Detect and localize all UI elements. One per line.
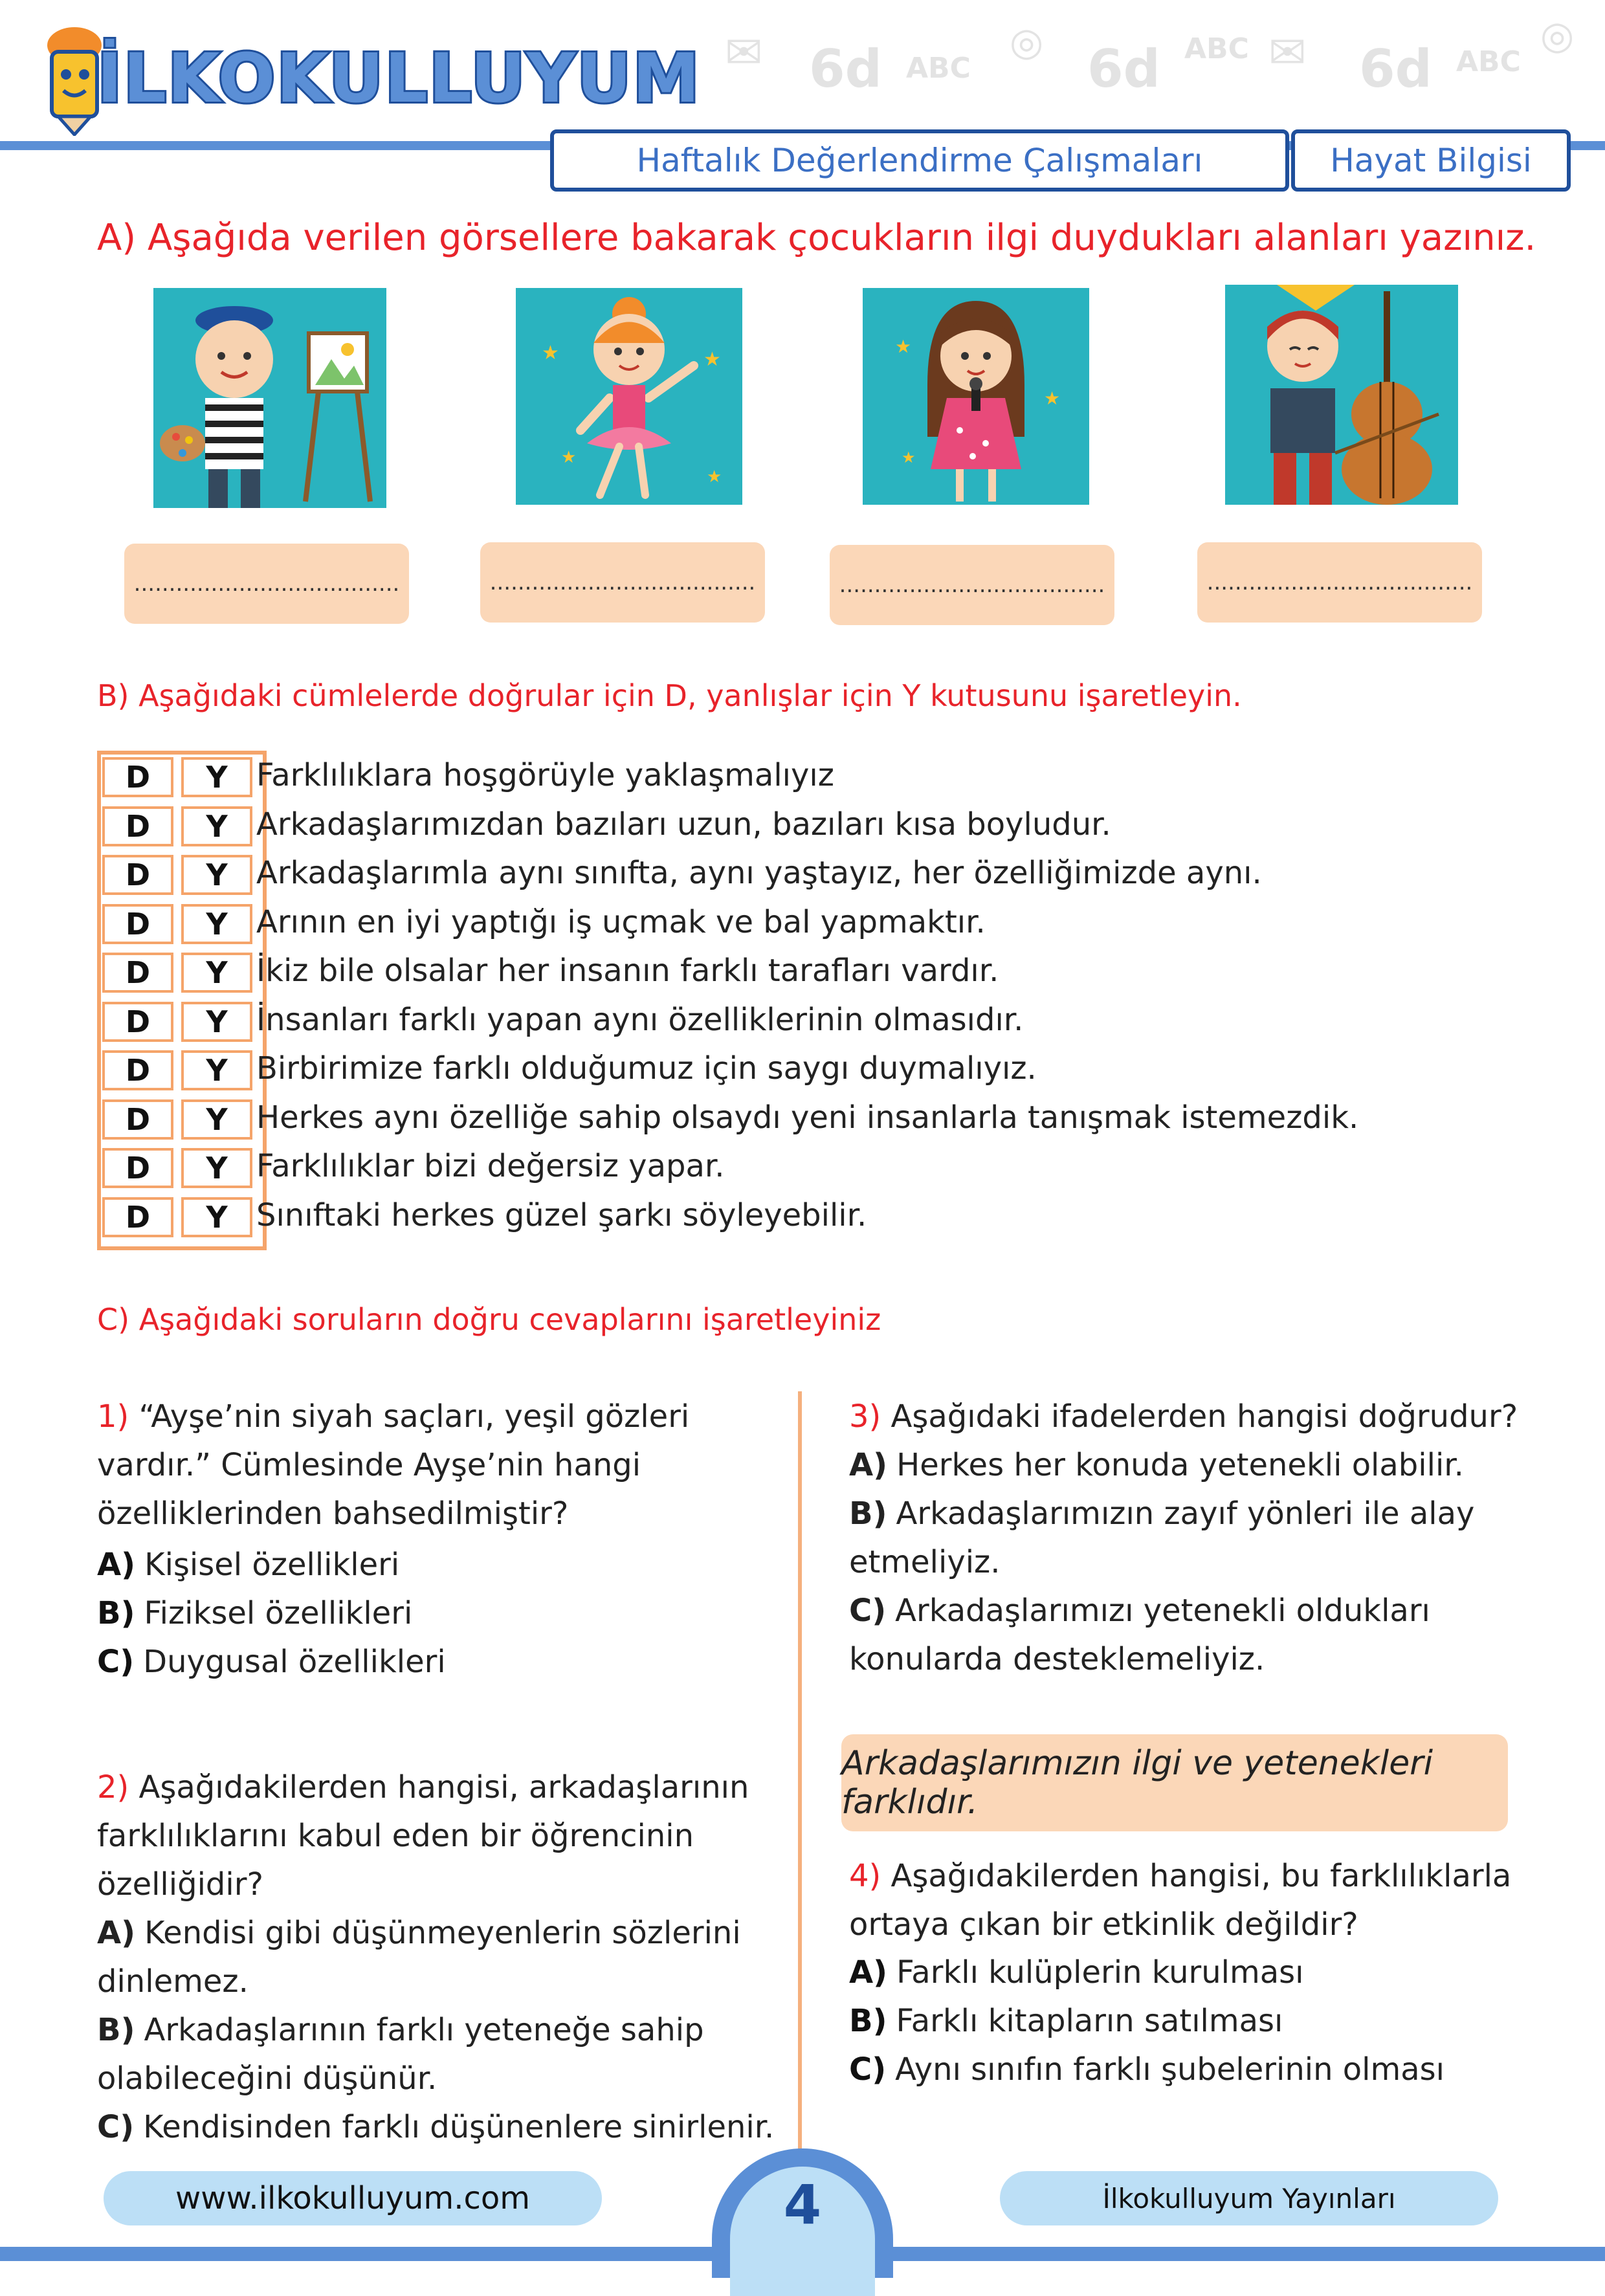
q4-option-c[interactable] bbox=[849, 2051, 1444, 2088]
svg-text:★: ★ bbox=[1044, 388, 1061, 409]
q1-option-c[interactable] bbox=[97, 1644, 446, 1680]
question-2 bbox=[97, 1763, 783, 1909]
statement-text: İnsanları farklı yapan aynı özelliklerinin olmasıdır. bbox=[256, 1001, 1024, 1038]
doodle-ball-icon: ◎ bbox=[1540, 13, 1575, 58]
page-number: 4 bbox=[783, 2173, 822, 2236]
statement-text: Farklılıklar bizi değersiz yapar. bbox=[256, 1148, 725, 1184]
q4-option-b[interactable] bbox=[849, 2003, 1283, 2039]
info-box: Arkadaşlarımızın ilgi ve yetenekleri farklıdır. bbox=[841, 1734, 1508, 1831]
option-mark: C) bbox=[97, 1644, 135, 1680]
option-text: Farklı kitapların satılması bbox=[896, 2003, 1283, 2039]
doodle-abc-icon: ABC bbox=[1184, 32, 1249, 65]
option-mark: A) bbox=[849, 1447, 888, 1483]
question-2-line-1: Aşağıdakilerden hangisi, arkadaşlarının bbox=[138, 1769, 749, 1805]
doodle-envelope-icon: ✉ bbox=[725, 26, 763, 79]
option-text: Fiziksel özellikleri bbox=[144, 1595, 413, 1631]
option-mark: B) bbox=[849, 1496, 887, 1532]
option-text-line-1: Kendisinden farklı düşünenlere sinirlenir. bbox=[143, 2109, 775, 2145]
question-4-line-2: ortaya çıkan bir etkinlik değildir? bbox=[849, 1906, 1358, 1943]
false-checkbox[interactable]: Y bbox=[181, 855, 252, 895]
question-3-line-1: Aşağıdaki ifadelerden hangisi doğrudur? bbox=[891, 1398, 1518, 1435]
option-text: Kişisel özellikleri bbox=[144, 1547, 400, 1583]
picture-cellist bbox=[1225, 285, 1458, 505]
question-3 bbox=[849, 1393, 1535, 1441]
option-text-line-2: konularda desteklemeliyiz. bbox=[849, 1641, 1265, 1677]
svg-text:★: ★ bbox=[895, 336, 912, 357]
page-number-badge bbox=[712, 2148, 893, 2278]
option-mark: C) bbox=[849, 2051, 887, 2088]
question-4 bbox=[849, 1852, 1535, 1949]
option-text-line-2: olabileceğini düşünür. bbox=[97, 2060, 437, 2097]
section-a-title: A) Aşağıda verilen görsellere bakarak çocukların ilgi duydukları alanları yazınız. bbox=[97, 217, 1536, 259]
logo-text: İLKOKULLUYUM bbox=[97, 39, 702, 118]
false-checkbox[interactable]: Y bbox=[181, 1099, 252, 1140]
statement-text: Sınıftaki herkes güzel şarkı söyleyebilir. bbox=[256, 1197, 867, 1233]
option-mark: B) bbox=[97, 2012, 135, 2048]
option-mark: C) bbox=[849, 1593, 887, 1629]
question-1-line-1: “Ayşe’nin siyah saçları, yeşil gözleri bbox=[138, 1398, 690, 1435]
cellist-boy-icon bbox=[1225, 285, 1458, 505]
option-text-line-1: Arkadaşlarımızı yetenekli oldukları bbox=[895, 1593, 1430, 1629]
q2-option-b[interactable] bbox=[97, 2006, 783, 2103]
subject-label: Hayat Bilgisi bbox=[1291, 129, 1571, 192]
option-text: Duygusal özellikleri bbox=[143, 1644, 446, 1680]
picture-singer bbox=[863, 288, 1089, 505]
doodle-abc-icon: ABC bbox=[1456, 45, 1521, 78]
section-c-title: C) Aşağıdaki soruların doğru cevaplarını işaretleyiniz bbox=[97, 1302, 881, 1337]
option-mark: B) bbox=[849, 2003, 887, 2039]
singer-girl-icon bbox=[863, 288, 1089, 505]
statement-text: Herkes aynı özelliğe sahip olsaydı yeni insanlarla tanışmak istemezdik. bbox=[256, 1099, 1359, 1136]
doodle-ball-icon: ◎ bbox=[1010, 19, 1044, 65]
question-3-number: 3) bbox=[849, 1398, 881, 1435]
option-text: Aynı sınıfın farklı şubelerinin olması bbox=[895, 2051, 1444, 2088]
question-1-line-3: özelliklerinden bahsedilmiştir? bbox=[97, 1496, 569, 1532]
true-checkbox[interactable]: D bbox=[102, 1148, 173, 1188]
picture-ballerina bbox=[516, 288, 742, 505]
answer-box-4[interactable]: ...................................... bbox=[1197, 542, 1482, 623]
false-checkbox[interactable]: Y bbox=[181, 1197, 252, 1237]
false-checkbox[interactable]: Y bbox=[181, 1148, 252, 1188]
question-1-number: 1) bbox=[97, 1398, 129, 1435]
answer-box-3[interactable]: ...................................... bbox=[830, 545, 1114, 625]
option-text-line-1: Herkes her konuda yetenekli olabilir. bbox=[896, 1447, 1464, 1483]
statement-text: Arkadaşlarımızdan bazıları uzun, bazıları kısa boyludur. bbox=[256, 806, 1111, 843]
svg-text:★: ★ bbox=[707, 467, 722, 487]
q2-option-a[interactable] bbox=[97, 1909, 783, 2006]
footer-website-link[interactable]: www.ilkokulluyum.com bbox=[104, 2171, 602, 2225]
true-checkbox[interactable]: D bbox=[102, 953, 173, 993]
statement-text: Farklılıklara hoşgörüyle yaklaşmalıyız bbox=[256, 757, 834, 793]
true-checkbox[interactable]: D bbox=[102, 757, 173, 797]
false-checkbox[interactable]: Y bbox=[181, 757, 252, 797]
option-mark: A) bbox=[849, 1954, 888, 1991]
section-b-title: B) Aşağıdaki cümlelerde doğrular için D, yanlışlar için Y kutusunu işaretleyin. bbox=[97, 678, 1242, 713]
true-checkbox[interactable]: D bbox=[102, 904, 173, 944]
option-mark: A) bbox=[97, 1547, 136, 1583]
doodle-numbers-icon: 6d bbox=[1087, 39, 1160, 99]
question-2-line-2: farklılıklarını kabul eden bir öğrencinin bbox=[97, 1818, 694, 1854]
option-text-line-2: dinlemez. bbox=[97, 1963, 249, 2000]
question-4-number: 4) bbox=[849, 1858, 881, 1894]
statement-text: Arkadaşlarımla aynı sınıfta, aynı yaştayız, her özelliğimizde aynı. bbox=[256, 855, 1262, 891]
false-checkbox[interactable]: Y bbox=[181, 904, 252, 944]
painter-boy-icon bbox=[153, 288, 386, 508]
doodle-envelope-icon: ✉ bbox=[1268, 26, 1307, 79]
question-2-number: 2) bbox=[97, 1769, 129, 1805]
q2-option-c[interactable] bbox=[97, 2103, 796, 2152]
statement-text: Birbirimize farklı olduğumuz için saygı duymalıyız. bbox=[256, 1050, 1037, 1087]
q1-option-b[interactable] bbox=[97, 1595, 412, 1631]
statement-text: İkiz bile olsalar her insanın farklı tarafları vardır. bbox=[256, 953, 999, 989]
false-checkbox[interactable]: Y bbox=[181, 953, 252, 993]
q3-option-b[interactable] bbox=[849, 1490, 1535, 1587]
option-text-line-1: Arkadaşlarının farklı yeteneğe sahip bbox=[144, 2012, 704, 2048]
false-checkbox[interactable]: Y bbox=[181, 1002, 252, 1042]
question-2-line-3: özelliğidir? bbox=[97, 1866, 263, 1903]
true-checkbox[interactable]: D bbox=[102, 1050, 173, 1090]
doodle-abc-icon: ABC bbox=[906, 52, 971, 85]
column-divider bbox=[798, 1391, 802, 2161]
series-title: Haftalık Değerlendirme Çalışmaları bbox=[550, 129, 1289, 192]
picture-painter bbox=[153, 288, 386, 508]
q1-option-a[interactable] bbox=[97, 1547, 399, 1583]
true-checkbox[interactable]: D bbox=[102, 1197, 173, 1237]
false-checkbox[interactable]: Y bbox=[181, 1050, 252, 1090]
svg-text:★: ★ bbox=[902, 448, 916, 467]
option-mark: A) bbox=[97, 1915, 136, 1951]
svg-text:★: ★ bbox=[561, 448, 577, 467]
footer-publisher: İlkokulluyum Yayınları bbox=[1000, 2171, 1498, 2225]
option-text: Farklı kulüplerin kurulması bbox=[896, 1954, 1304, 1991]
answer-box-2[interactable]: ...................................... bbox=[480, 542, 765, 623]
doodle-numbers-icon: 6d bbox=[1359, 39, 1432, 99]
q3-option-a[interactable] bbox=[849, 1441, 1535, 1490]
option-mark: B) bbox=[97, 1595, 135, 1631]
ballerina-girl-icon bbox=[516, 288, 742, 505]
option-text-line-2: etmeliyiz. bbox=[849, 1544, 1001, 1580]
option-mark: C) bbox=[97, 2109, 135, 2145]
question-1-line-2: vardır.” Cümlesinde Ayşe’nin hangi bbox=[97, 1447, 641, 1483]
logo[interactable] bbox=[26, 19, 702, 136]
statement-text: Arının en iyi yaptığı iş uçmak ve bal yapmaktır. bbox=[256, 903, 986, 940]
q3-option-c[interactable] bbox=[849, 1587, 1535, 1684]
true-checkbox[interactable]: D bbox=[102, 806, 173, 846]
true-checkbox[interactable]: D bbox=[102, 855, 173, 895]
true-checkbox[interactable]: D bbox=[102, 1099, 173, 1140]
svg-text:★: ★ bbox=[703, 348, 721, 371]
svg-text:★: ★ bbox=[542, 342, 559, 364]
true-checkbox[interactable]: D bbox=[102, 1002, 173, 1042]
false-checkbox[interactable]: Y bbox=[181, 806, 252, 846]
question-4-line-1: Aşağıdakilerden hangisi, bu farklılıklarla bbox=[891, 1858, 1512, 1894]
option-text-line-1: Kendisi gibi düşünmeyenlerin sözlerini bbox=[144, 1915, 741, 1951]
q4-option-a[interactable] bbox=[849, 1954, 1304, 1991]
question-1 bbox=[97, 1393, 783, 1538]
answer-box-1[interactable]: ...................................... bbox=[124, 544, 409, 624]
option-text-line-1: Arkadaşlarımızın zayıf yönleri ile alay bbox=[896, 1496, 1475, 1532]
doodle-numbers-icon: 6d bbox=[809, 39, 882, 99]
